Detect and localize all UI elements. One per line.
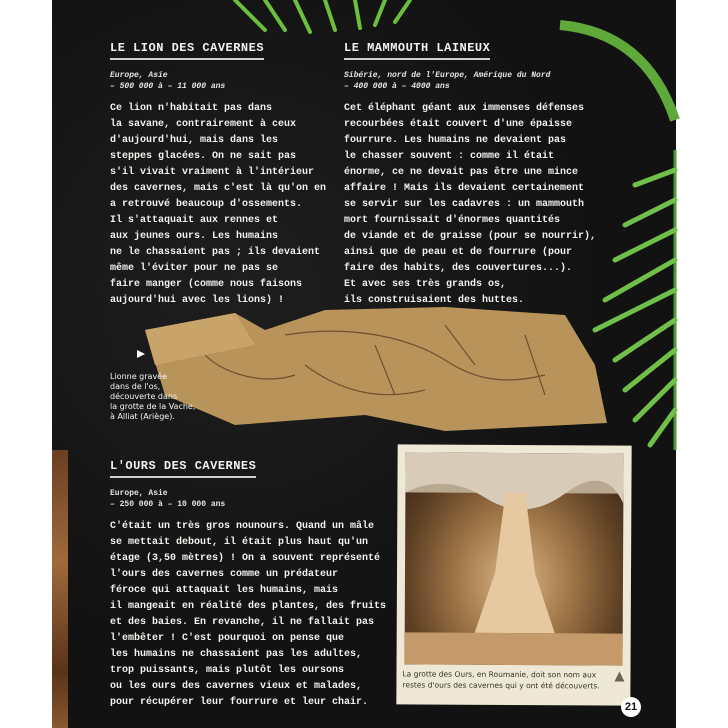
section-title: L'OURS DES CAVERNES — [110, 459, 256, 478]
section-cave-bear — [110, 456, 400, 711]
bone-caption: Lionne gravée dans de l'os, découverte dans la grotte de la Vache, à Alliat (Ariège). — [110, 372, 196, 421]
section-cave-lion — [110, 38, 335, 309]
engraved-bone-image — [145, 305, 607, 433]
section-meta: Sibérie, nord de l'Europe, Amérique du Nord – 400 000 à – 4000 ans — [344, 71, 551, 91]
bear-cave-photo — [405, 452, 624, 665]
section-title: LE LION DES CAVERNES — [110, 41, 264, 60]
section-meta: Europe, Asie – 250 000 à – 10 000 ans — [110, 489, 226, 509]
triangle-pointer-icon — [137, 350, 145, 358]
page-number: 21 — [621, 697, 641, 717]
section-meta: Europe, Asie – 500 000 à – 11 000 ans — [110, 71, 226, 91]
triangle-pointer-icon — [614, 672, 624, 682]
section-body: C'était un très gros nounours. Quand un mâle se mettait debout, il était plus haut qu'un étage (3,50 mètres) ! On a souvent représenté l'ours des cavernes comme un prédateur féroce qui attaquait les humains, mais il mangeait en réalité des plantes, des fruits et des baies. En revanche, il ne fallait pas l'embêter ! C'est pourquoi on pense que les humains ne chassaient pas les adultes, trop puissants, mais plutôt les oursons ou les ours des cavernes vieux et malades, pour récupérer leur fourrure et leur chair. — [110, 521, 387, 708]
cave-photo-card — [396, 444, 631, 705]
section-body: Ce lion n'habitait pas dans la savane, contrairement à ceux d'aujourd'hui, mais dans les steppes glacées. On ne sait pas s'il vivait vraiment à l'intérieur des cavernes, mais c'est là qu'on en a retrouvé beaucoup d'ossements. Il s'attaquait aux rennes et aux jeunes ours. Les humains ne le chassaient pas ; ils devaient même l'éviter pour ne pas se faire manger (comme nous faisons aujourd'hui avec les lions) ! — [110, 103, 327, 306]
fern-top-decoration — [225, 0, 415, 35]
section-body: Cet éléphant géant aux immenses défenses recourbées était couvert d'une épaisse fourrure. Les humains ne devaient pas le chasser souvent : comme il était énorme, ce ne devait pas être une mince affaire ! Mais ils devaient certainement se servir sur les cadavres : un mammouth mort fournissait d'énormes quantités de viande et de graisse (pour se nourrir), ainsi que de peau et de fourrure (pour faire des habits, des couvertures...). Et avec ses très grands os, ils construisaient des huttes. — [344, 103, 597, 306]
photo-caption: La grotte des Ours, en Roumanie, doit son nom aux restes d'ours des cavernes qui y ont été découverts. — [402, 669, 600, 691]
section-title: LE MAMMOUTH LAINEUX — [344, 41, 490, 60]
edge-image-strip — [52, 450, 68, 728]
section-woolly-mammoth — [344, 38, 614, 309]
